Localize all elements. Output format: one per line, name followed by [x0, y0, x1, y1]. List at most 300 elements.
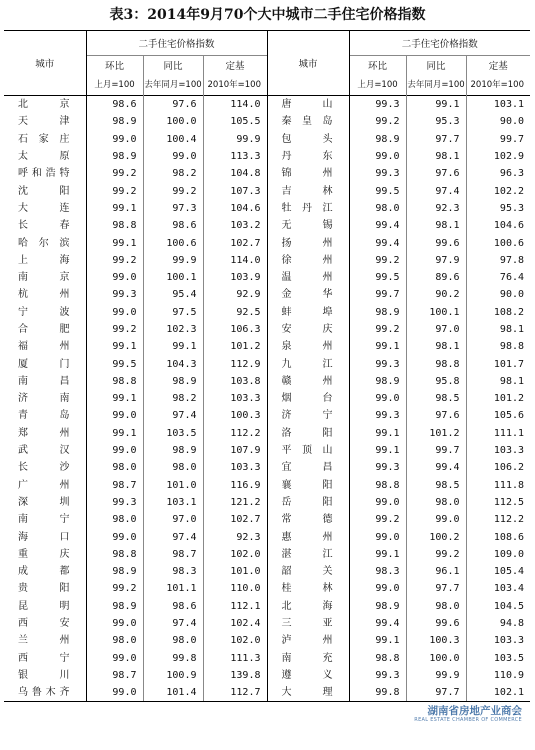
city-name-left: 南昌	[18, 375, 70, 387]
city-name-right: 常德	[267, 511, 349, 528]
table-row	[4, 667, 530, 684]
value-mom-left: 99.1	[86, 200, 143, 217]
value-yoy-right: 89.6	[406, 269, 466, 286]
value-yoy-left: 95.4	[143, 286, 203, 303]
city-name-right: 泉州	[267, 338, 349, 355]
value-yoy-left: 104.3	[143, 355, 203, 372]
table-row	[4, 477, 530, 494]
value-mom-left: 99.1	[86, 425, 143, 442]
value-yoy-left: 98.2	[143, 165, 203, 182]
value-yoy-right: 98.0	[406, 598, 466, 615]
value-base-left: 102.7	[203, 511, 267, 528]
city-name-right: 三亚	[267, 615, 349, 632]
table-row	[4, 148, 530, 165]
value-base-left: 102.0	[203, 632, 267, 649]
city-name-right: 赣州	[267, 373, 349, 390]
value-mom-left: 99.1	[86, 338, 143, 355]
city-name-left: 西安	[18, 618, 70, 630]
value-mom-right: 99.2	[349, 113, 406, 130]
value-mom-right: 99.1	[349, 338, 406, 355]
value-base-left: 92.5	[203, 304, 267, 321]
table-row	[4, 494, 530, 511]
value-base-left: 112.2	[203, 425, 267, 442]
city-name-right: 韶关	[267, 563, 349, 580]
value-yoy-left: 97.3	[143, 200, 203, 217]
city-name-left: 大连	[18, 202, 70, 214]
value-yoy-left: 98.0	[143, 459, 203, 476]
value-mom-left: 98.9	[86, 148, 143, 165]
value-base-right: 96.3	[466, 165, 530, 182]
value-base-left: 92.3	[203, 528, 267, 545]
value-mom-left: 99.0	[86, 650, 143, 667]
table-row	[4, 373, 530, 390]
value-mom-right: 99.2	[349, 321, 406, 338]
value-base-right: 103.5	[466, 650, 530, 667]
table-row	[4, 165, 530, 182]
value-yoy-left: 97.4	[143, 615, 203, 632]
value-base-right: 105.6	[466, 407, 530, 424]
city-name-right: 无锡	[267, 217, 349, 234]
value-mom-left: 99.5	[86, 355, 143, 372]
table-row	[4, 182, 530, 199]
city-name-left: 合肥	[18, 324, 70, 335]
city-name-right: 济宁	[267, 407, 349, 424]
city-name-left: 贵阳	[18, 583, 70, 595]
value-yoy-left: 103.1	[143, 494, 203, 511]
table-row	[4, 615, 530, 632]
value-mom-left: 99.0	[86, 442, 143, 459]
city-name-left: 银川	[18, 669, 70, 681]
value-mom-right: 99.7	[349, 286, 406, 303]
table-row	[4, 563, 530, 580]
sub-base-right: 2010年=100	[466, 74, 530, 96]
value-mom-right: 98.0	[349, 200, 406, 217]
value-yoy-left: 99.1	[143, 338, 203, 355]
table-row	[4, 684, 530, 702]
value-yoy-right: 98.1	[406, 148, 466, 165]
value-yoy-right: 97.6	[406, 407, 466, 424]
value-base-left: 111.3	[203, 650, 267, 667]
value-base-left: 107.9	[203, 442, 267, 459]
value-base-right: 112.5	[466, 494, 530, 511]
value-mom-left: 99.2	[86, 580, 143, 597]
group-header-right: 二手住宅价格指数	[349, 31, 530, 56]
value-base-right: 109.0	[466, 546, 530, 563]
value-mom-right: 99.8	[349, 684, 406, 702]
value-base-right: 94.8	[466, 615, 530, 632]
value-mom-left: 99.1	[86, 390, 143, 407]
city-name-right: 惠州	[267, 528, 349, 545]
value-base-right: 101.7	[466, 355, 530, 372]
table-row	[4, 511, 530, 528]
value-mom-left: 99.0	[86, 131, 143, 148]
value-mom-left: 99.0	[86, 615, 143, 632]
value-base-right: 106.2	[466, 459, 530, 476]
value-mom-left: 99.3	[86, 286, 143, 303]
city-name-left: 宁波	[18, 306, 70, 318]
value-yoy-right: 98.1	[406, 217, 466, 234]
value-mom-right: 99.5	[349, 182, 406, 199]
value-yoy-right: 99.1	[406, 96, 466, 114]
value-yoy-right: 98.5	[406, 477, 466, 494]
table-row	[4, 650, 530, 667]
value-mom-right: 99.2	[349, 252, 406, 269]
value-mom-left: 99.2	[86, 321, 143, 338]
value-yoy-left: 98.9	[143, 442, 203, 459]
value-mom-right: 98.9	[349, 373, 406, 390]
value-yoy-right: 99.2	[406, 546, 466, 563]
value-base-left: 104.8	[203, 165, 267, 182]
value-yoy-right: 98.0	[406, 494, 466, 511]
value-base-right: 100.6	[466, 234, 530, 251]
value-mom-right: 99.4	[349, 615, 406, 632]
city-name-left: 乌鲁木齐	[4, 684, 86, 702]
value-base-left: 105.5	[203, 113, 267, 130]
table-row	[4, 407, 530, 424]
city-name-left: 福州	[18, 341, 70, 353]
city-name-right: 烟台	[267, 390, 349, 407]
col-yoy-right: 同比	[406, 56, 466, 75]
value-yoy-right: 97.6	[406, 165, 466, 182]
value-yoy-right: 95.3	[406, 113, 466, 130]
value-mom-right: 99.1	[349, 632, 406, 649]
value-mom-left: 99.0	[86, 269, 143, 286]
value-base-left: 121.2	[203, 494, 267, 511]
sub-mom-left: 上月=100	[86, 74, 143, 96]
value-base-left: 112.7	[203, 684, 267, 702]
col-yoy-left: 同比	[143, 56, 203, 75]
value-base-right: 111.1	[466, 425, 530, 442]
value-mom-left: 99.1	[86, 234, 143, 251]
value-mom-right: 98.8	[349, 477, 406, 494]
value-yoy-right: 99.9	[406, 667, 466, 684]
value-yoy-left: 100.4	[143, 131, 203, 148]
value-mom-left: 99.0	[86, 684, 143, 702]
value-yoy-left: 98.3	[143, 563, 203, 580]
city-name-left: 武汉	[18, 445, 70, 457]
city-name-right: 唐山	[267, 96, 349, 114]
value-yoy-right: 99.7	[406, 442, 466, 459]
value-yoy-right: 101.2	[406, 425, 466, 442]
value-yoy-left: 97.4	[143, 407, 203, 424]
value-base-right: 102.2	[466, 182, 530, 199]
value-mom-right: 99.0	[349, 528, 406, 545]
value-yoy-right: 97.7	[406, 684, 466, 702]
value-base-right: 95.3	[466, 200, 530, 217]
value-base-left: 92.9	[203, 286, 267, 303]
value-base-right: 111.8	[466, 477, 530, 494]
value-base-right: 98.1	[466, 373, 530, 390]
value-mom-left: 99.2	[86, 182, 143, 199]
value-yoy-left: 97.6	[143, 96, 203, 114]
value-mom-left: 98.9	[86, 113, 143, 130]
city-name-right: 北海	[267, 598, 349, 615]
value-base-left: 106.3	[203, 321, 267, 338]
value-yoy-right: 99.0	[406, 511, 466, 528]
city-name-left: 青岛	[18, 410, 70, 422]
value-mom-right: 98.3	[349, 563, 406, 580]
value-yoy-left: 98.2	[143, 390, 203, 407]
city-name-right: 洛阳	[267, 425, 349, 442]
city-name-left: 昆明	[18, 600, 70, 612]
city-name-left: 呼和浩特	[18, 168, 70, 180]
table-row	[4, 528, 530, 545]
city-name-left: 南京	[18, 272, 70, 284]
value-mom-left: 98.0	[86, 632, 143, 649]
city-name-left: 成都	[18, 566, 70, 578]
value-yoy-right: 100.2	[406, 528, 466, 545]
value-mom-right: 98.9	[349, 598, 406, 615]
value-mom-left: 99.2	[86, 252, 143, 269]
value-base-left: 99.9	[203, 131, 267, 148]
city-name-right: 吉林	[267, 182, 349, 199]
value-base-left: 116.9	[203, 477, 267, 494]
table-row	[4, 390, 530, 407]
value-yoy-right: 99.6	[406, 615, 466, 632]
value-base-right: 104.6	[466, 217, 530, 234]
value-base-right: 97.8	[466, 252, 530, 269]
value-yoy-left: 97.4	[143, 528, 203, 545]
sub-base-left: 2010年=100	[203, 74, 267, 96]
value-yoy-right: 100.3	[406, 632, 466, 649]
value-base-left: 104.6	[203, 200, 267, 217]
table-row	[4, 598, 530, 615]
value-mom-right: 99.1	[349, 442, 406, 459]
value-yoy-left: 99.9	[143, 252, 203, 269]
value-base-right: 90.0	[466, 113, 530, 130]
city-name-left: 太原	[18, 151, 70, 163]
value-yoy-right: 98.1	[406, 338, 466, 355]
value-mom-right: 99.3	[349, 355, 406, 372]
city-name-right: 九江	[267, 355, 349, 372]
value-base-right: 112.2	[466, 511, 530, 528]
city-name-left: 深圳	[18, 496, 70, 508]
city-name-right: 岳阳	[267, 494, 349, 511]
value-yoy-right: 95.8	[406, 373, 466, 390]
table-row	[4, 546, 530, 563]
table-row	[4, 234, 530, 251]
table-row	[4, 442, 530, 459]
value-base-right: 105.4	[466, 563, 530, 580]
city-name-left: 北京	[4, 96, 86, 114]
table-row	[4, 632, 530, 649]
city-name-right: 泸州	[267, 632, 349, 649]
table-row	[4, 252, 530, 269]
value-base-right: 108.2	[466, 304, 530, 321]
city-name-right: 湛江	[267, 546, 349, 563]
city-name-left: 哈尔滨	[18, 237, 70, 249]
value-yoy-right: 90.2	[406, 286, 466, 303]
value-mom-left: 98.9	[86, 563, 143, 580]
city-name-left: 兰州	[18, 635, 70, 647]
value-mom-left: 98.8	[86, 546, 143, 563]
city-name-right: 襄阳	[267, 477, 349, 494]
value-mom-right: 99.0	[349, 494, 406, 511]
city-name-right: 蚌埠	[267, 304, 349, 321]
table-title: 表3：2014年9月70个大中城市二手住宅价格指数	[109, 7, 426, 23]
city-name-right: 包头	[267, 131, 349, 148]
sub-yoy-left: 去年同月=100	[143, 74, 203, 96]
value-mom-right: 98.9	[349, 131, 406, 148]
city-name-right: 桂林	[267, 580, 349, 597]
city-name-left: 广州	[18, 479, 70, 491]
table-row	[4, 131, 530, 148]
value-base-left: 139.8	[203, 667, 267, 684]
city-name-left: 天津	[18, 116, 70, 128]
value-base-left: 103.2	[203, 217, 267, 234]
value-base-right: 101.2	[466, 390, 530, 407]
value-mom-right: 99.5	[349, 269, 406, 286]
city-name-left: 重庆	[18, 548, 70, 560]
value-mom-left: 98.6	[86, 96, 143, 114]
value-mom-right: 99.0	[349, 580, 406, 597]
value-base-left: 103.9	[203, 269, 267, 286]
value-base-right: 104.5	[466, 598, 530, 615]
value-yoy-right: 96.1	[406, 563, 466, 580]
city-name-right: 牡丹江	[267, 200, 349, 217]
table-row	[4, 200, 530, 217]
city-name-left: 济南	[18, 393, 70, 405]
value-base-left: 112.9	[203, 355, 267, 372]
value-mom-right: 99.3	[349, 96, 406, 114]
table-row	[4, 459, 530, 476]
city-name-right: 遵义	[267, 667, 349, 684]
value-mom-right: 98.8	[349, 650, 406, 667]
table-row	[4, 355, 530, 372]
city-name-left: 杭州	[18, 289, 70, 301]
value-base-right: 103.3	[466, 632, 530, 649]
table-row	[4, 425, 530, 442]
col-mom-left: 环比	[86, 56, 143, 75]
value-mom-right: 99.1	[349, 546, 406, 563]
value-yoy-left: 101.4	[143, 684, 203, 702]
value-yoy-left: 100.9	[143, 667, 203, 684]
value-mom-left: 99.0	[86, 304, 143, 321]
city-header-left: 城市	[4, 31, 86, 96]
value-mom-right: 99.3	[349, 459, 406, 476]
value-yoy-right: 100.1	[406, 304, 466, 321]
value-yoy-right: 100.0	[406, 650, 466, 667]
value-base-left: 102.0	[203, 546, 267, 563]
table-row	[4, 269, 530, 286]
table-row	[4, 217, 530, 234]
value-yoy-right: 98.5	[406, 390, 466, 407]
value-base-left: 102.4	[203, 615, 267, 632]
city-name-right: 宜昌	[267, 459, 349, 476]
value-base-left: 101.0	[203, 563, 267, 580]
value-base-right: 102.9	[466, 148, 530, 165]
group-header-left: 二手住宅价格指数	[86, 31, 267, 56]
city-name-right: 扬州	[267, 234, 349, 251]
value-yoy-right: 97.7	[406, 131, 466, 148]
city-name-left: 沈阳	[18, 185, 70, 197]
value-yoy-left: 100.1	[143, 269, 203, 286]
value-mom-right: 99.0	[349, 390, 406, 407]
value-base-left: 103.3	[203, 390, 267, 407]
city-name-left: 长沙	[18, 462, 70, 474]
value-mom-left: 99.2	[86, 165, 143, 182]
col-base-right: 定基	[466, 56, 530, 75]
city-name-left: 上海	[18, 254, 70, 266]
value-mom-left: 98.0	[86, 511, 143, 528]
city-name-right: 温州	[267, 269, 349, 286]
value-base-right: 103.3	[466, 442, 530, 459]
value-yoy-right: 97.0	[406, 321, 466, 338]
table-row	[4, 96, 530, 114]
value-base-left: 101.2	[203, 338, 267, 355]
value-base-right: 102.1	[466, 684, 530, 702]
city-name-left: 厦门	[18, 358, 70, 370]
value-yoy-left: 98.0	[143, 632, 203, 649]
value-base-left: 100.3	[203, 407, 267, 424]
table-row	[4, 580, 530, 597]
value-yoy-right: 97.7	[406, 580, 466, 597]
col-mom-right: 环比	[349, 56, 406, 75]
city-name-right: 平顶山	[267, 442, 349, 459]
value-mom-right: 99.4	[349, 234, 406, 251]
city-name-right: 锦州	[267, 165, 349, 182]
table-row	[4, 338, 530, 355]
value-yoy-right: 99.4	[406, 459, 466, 476]
value-yoy-left: 98.9	[143, 373, 203, 390]
value-mom-left: 98.7	[86, 477, 143, 494]
value-base-left: 103.8	[203, 373, 267, 390]
sub-yoy-right: 去年同月=100	[406, 74, 466, 96]
value-base-left: 102.7	[203, 234, 267, 251]
value-base-right: 98.8	[466, 338, 530, 355]
value-yoy-left: 97.0	[143, 511, 203, 528]
value-yoy-right: 97.9	[406, 252, 466, 269]
value-mom-left: 99.3	[86, 494, 143, 511]
value-yoy-right: 92.3	[406, 200, 466, 217]
value-base-left: 112.1	[203, 598, 267, 615]
value-base-right: 103.1	[466, 96, 530, 114]
value-base-right: 99.7	[466, 131, 530, 148]
city-name-right: 金华	[267, 286, 349, 303]
value-base-left: 114.0	[203, 252, 267, 269]
value-yoy-left: 101.1	[143, 580, 203, 597]
table-row	[4, 321, 530, 338]
value-base-right: 98.1	[466, 321, 530, 338]
col-base-left: 定基	[203, 56, 267, 75]
city-name-right: 徐州	[267, 252, 349, 269]
city-name-right: 大理	[267, 684, 349, 702]
city-name-left: 郑州	[18, 427, 70, 439]
value-yoy-left: 99.0	[143, 148, 203, 165]
city-name-right: 秦皇岛	[267, 113, 349, 130]
value-yoy-left: 98.7	[143, 546, 203, 563]
value-mom-right: 99.3	[349, 407, 406, 424]
city-header-right: 城市	[267, 31, 349, 96]
value-mom-left: 99.0	[86, 528, 143, 545]
value-mom-right: 99.4	[349, 217, 406, 234]
price-index-table	[4, 30, 530, 702]
watermark-logo: 湖南省房地产业商会	[427, 705, 522, 717]
table-row	[4, 113, 530, 130]
value-base-right: 110.9	[466, 667, 530, 684]
value-mom-left: 98.8	[86, 373, 143, 390]
value-mom-right: 99.3	[349, 667, 406, 684]
value-mom-right: 99.1	[349, 425, 406, 442]
value-base-right: 103.4	[466, 580, 530, 597]
value-base-left: 107.3	[203, 182, 267, 199]
city-name-left: 西宁	[18, 652, 70, 664]
value-yoy-left: 103.5	[143, 425, 203, 442]
value-base-left: 103.3	[203, 459, 267, 476]
value-mom-left: 99.0	[86, 407, 143, 424]
value-base-left: 113.3	[203, 148, 267, 165]
value-yoy-left: 98.6	[143, 598, 203, 615]
